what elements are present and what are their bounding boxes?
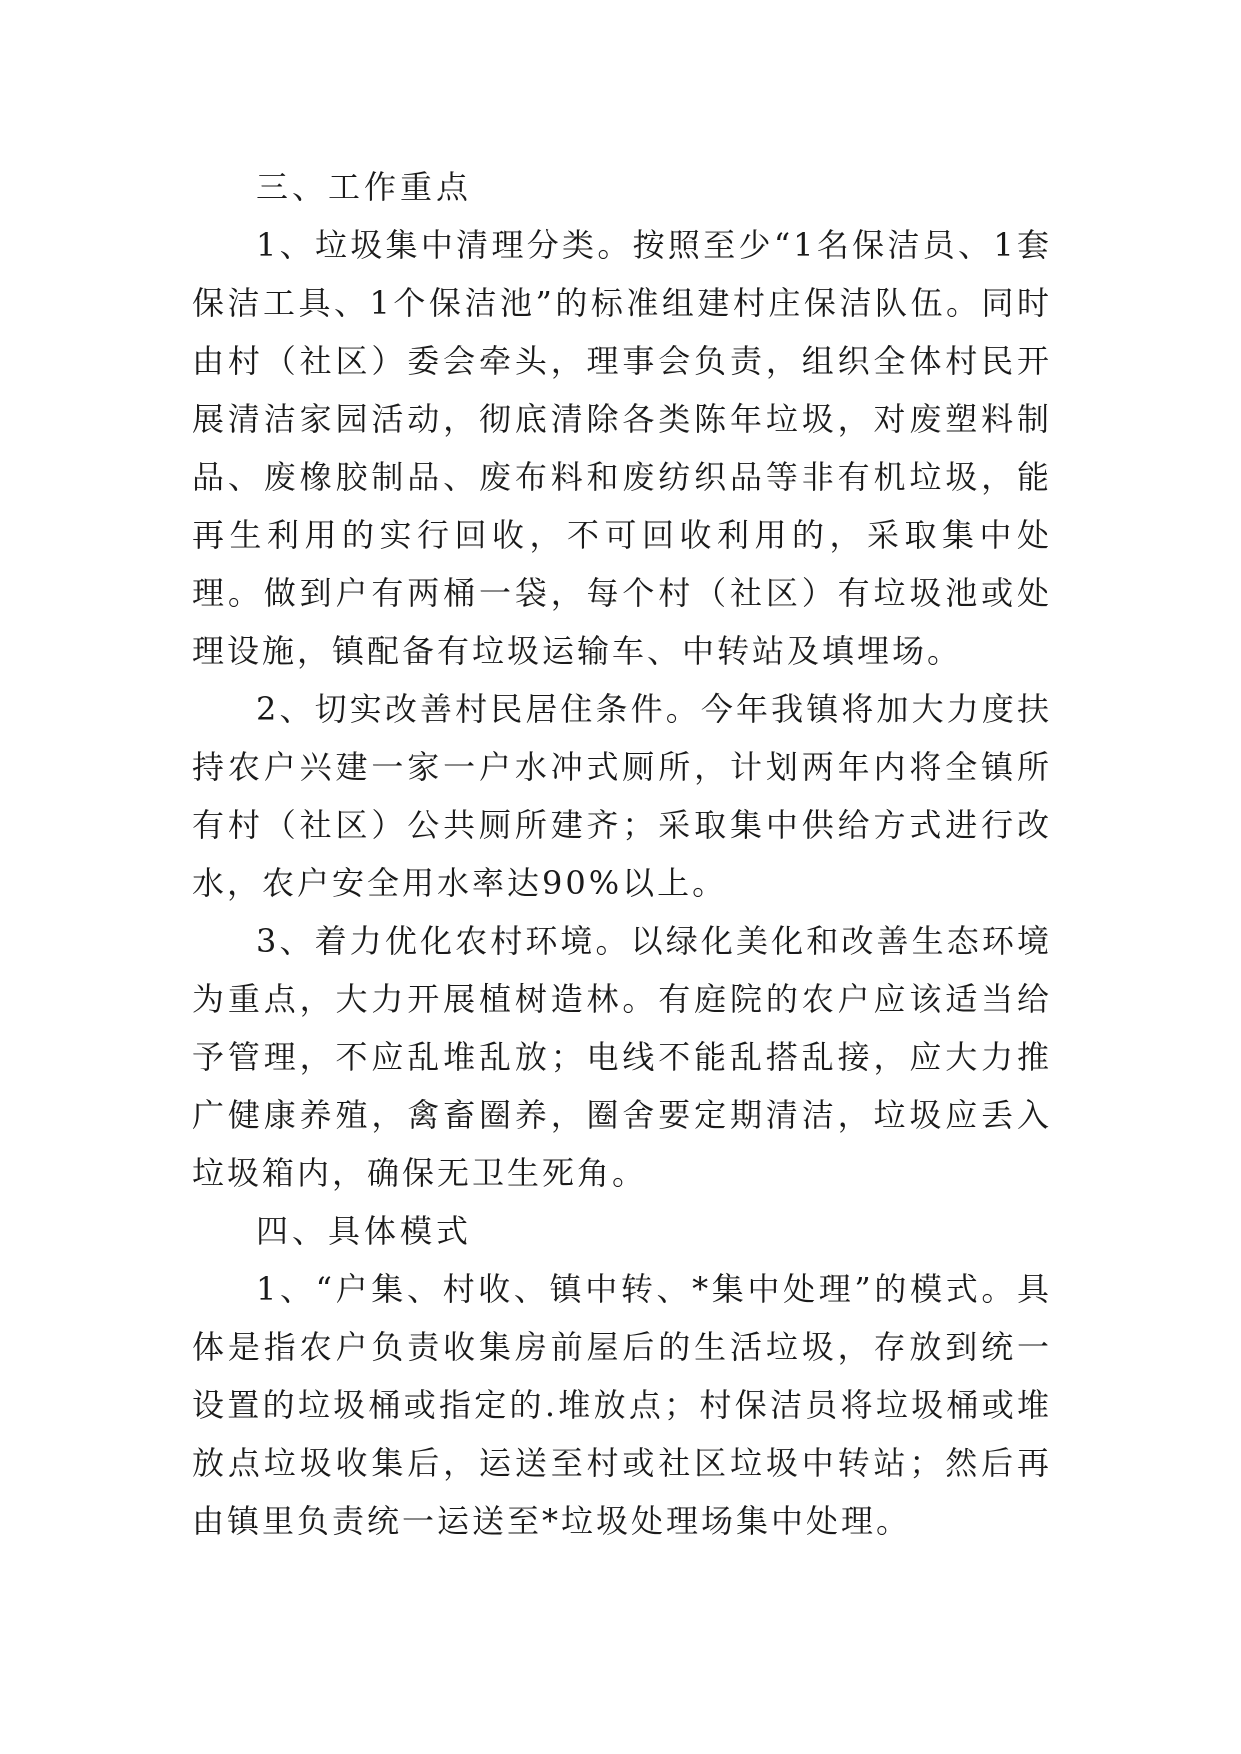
section-heading-specific-mode: 四、具体模式	[256, 1212, 473, 1250]
document-body	[192, 158, 1052, 1550]
paragraph-garbage-cleanup: 1、垃圾集中清理分类。按照至少“1名保洁员、1套保洁工具、1个保洁池”的标准组建村庄保洁队伍。同时由村（社区）委会牵头，理事会负责，组织全体村民开展清洁家园活动，彻底清除各类陈年垃圾，对废塑料制品、废橡胶制品、废布料和废纺织品等非有机垃圾，能再生利用的实行回收，不可回收利用的，采取集中处理。做到户有两桶一袋，每个村（社区）有垃圾池或处理设施，镇配备有垃圾运输车、中转站及填埋场。	[192, 226, 1052, 670]
paragraph-collection-mode: 1、“户集、村收、镇中转、*集中处理”的模式。具体是指农户负责收集房前屋后的生活垃圾，存放到统一设置的垃圾桶或指定的.堆放点；村保洁员将垃圾桶或堆放点垃圾收集后，运送至村或社区垃圾中转站；然后再由镇里负责统一运送至*垃圾处理场集中处理。	[192, 1270, 1052, 1540]
section-heading-work-focus: 三、工作重点	[256, 168, 473, 206]
paragraph-rural-environment: 3、着力优化农村环境。以绿化美化和改善生态环境为重点，大力开展植树造林。有庭院的农户应该适当给予管理，不应乱堆乱放；电线不能乱搭乱接，应大力推广健康养殖，禽畜圈养，圈舍要定期清洁，垃圾应丢入垃圾箱内，确保无卫生死角。	[192, 922, 1052, 1192]
paragraph-living-conditions: 2、切实改善村民居住条件。今年我镇将加大力度扶持农户兴建一家一户水冲式厕所，计划两年内将全镇所有村（社区）公共厕所建齐；采取集中供给方式进行改水，农户安全用水率达90%以上。	[192, 690, 1052, 902]
